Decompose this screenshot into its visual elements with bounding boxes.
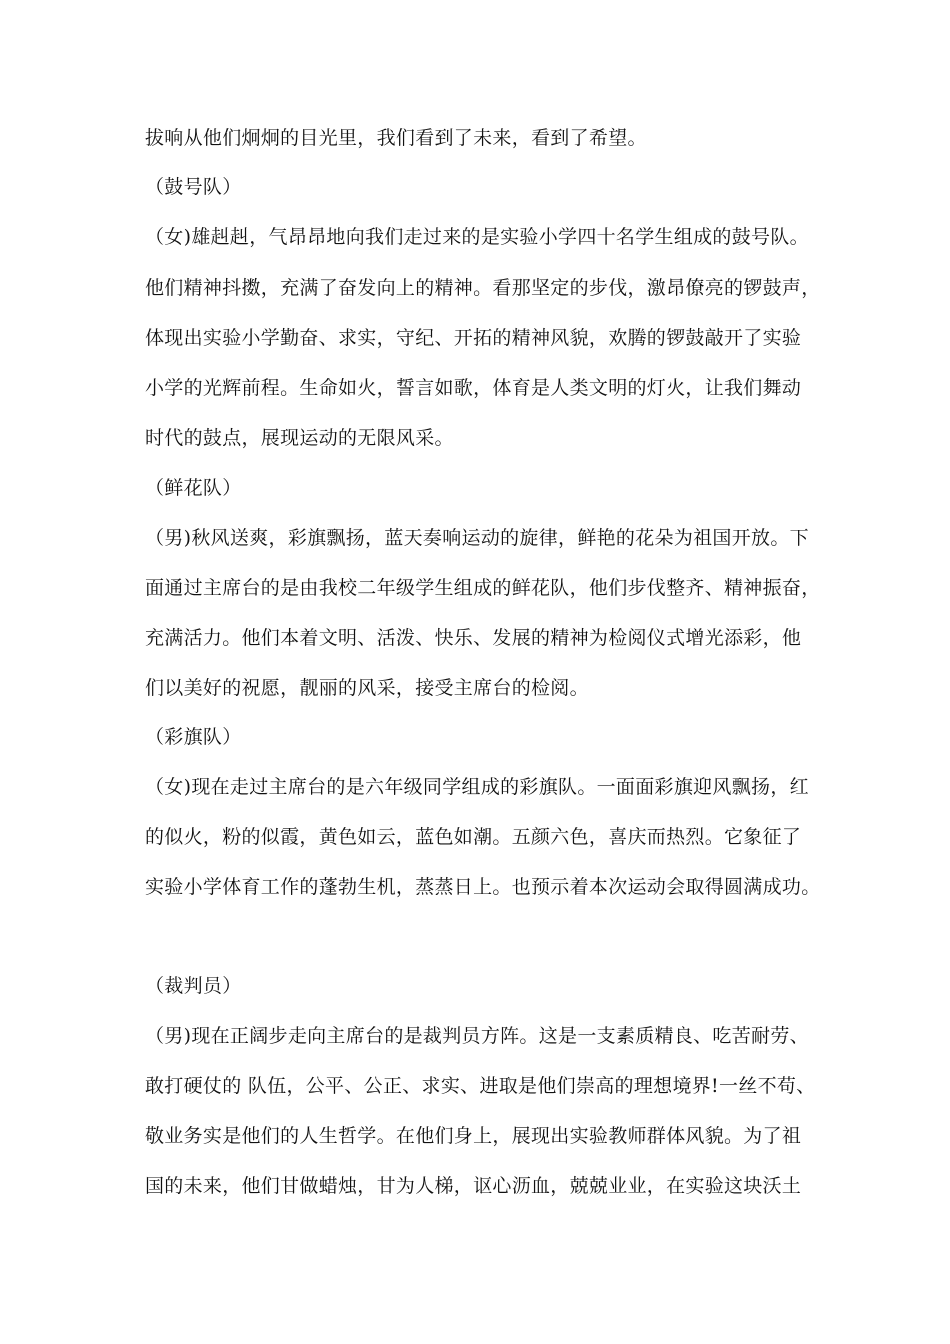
text-line: （男)现在正阔步走向主席台的是裁判员方阵。这是一支素质精良、吃苦耐劳、 [145,1025,809,1047]
text-line: 面通过主席台的是由我校二年级学生组成的鲜花队，他们步伐整齐、精神振奋， [145,577,821,599]
text-line: 时代的鼓点，展现运动的无限风采。 [145,427,454,449]
text-line: 他们精神抖擞，充满了奋发向上的精神。看那坚定的步伐，激昂僚亮的锣鼓声， [145,277,821,299]
text-line: （女)现在走过主席台的是六年级同学组成的彩旗队。一面面彩旗迎风飘扬，红 [145,776,809,798]
section-heading-drum-band: （鼓号队） [145,176,242,198]
section-heading-referees: （裁判员） [145,975,242,997]
text-line: 国的未来，他们甘做蜡烛，甘为人梯，讴心沥血，兢兢业业，在实验这块沃土 [145,1175,802,1197]
text-line: 小学的光辉前程。生命如火，誓言如歌，体育是人类文明的灯火，让我们舞动 [145,377,802,399]
text-line: （男)秋风送爽，彩旗飘扬，蓝天奏响运动的旋律，鲜艳的花朵为祖国开放。下 [145,527,809,549]
text-line: 们以美好的祝愿，靓丽的风采，接受主席台的检阅。 [145,677,589,699]
section-heading-flag-team: （彩旗队） [145,726,242,748]
text-line: 敢打硬仗的 队伍，公平、公正、求实、进取是他们崇高的理想境界!一丝不苟、 [145,1075,816,1097]
text-line: 拔响从他们炯炯的目光里，我们看到了未来，看到了希望。 [145,127,647,149]
section-heading-flower-team: （鲜花队） [145,477,242,499]
text-line: 实验小学体育工作的蓬勃生机，蒸蒸日上。也预示着本次运动会取得圆满成功。 [145,876,821,898]
text-line: 体现出实验小学勤奋、求实，守纪、开拓的精神风貌，欢腾的锣鼓敲开了实验 [145,327,802,349]
text-line: 充满活力。他们本着文明、活泼、快乐、发展的精神为检阅仪式增光添彩，他 [145,627,802,649]
text-line: （女)雄赳赳，气昂昂地向我们走过来的是实验小学四十名学生组成的鼓号队。 [145,226,809,248]
text-line: 的似火，粉的似霞，黄色如云，蓝色如潮。五颜六色，喜庆而热烈。它象征了 [145,826,802,848]
text-line: 敬业务实是他们的人生哲学。在他们身上，展现出实验教师群体风貌。为了祖 [145,1125,802,1147]
